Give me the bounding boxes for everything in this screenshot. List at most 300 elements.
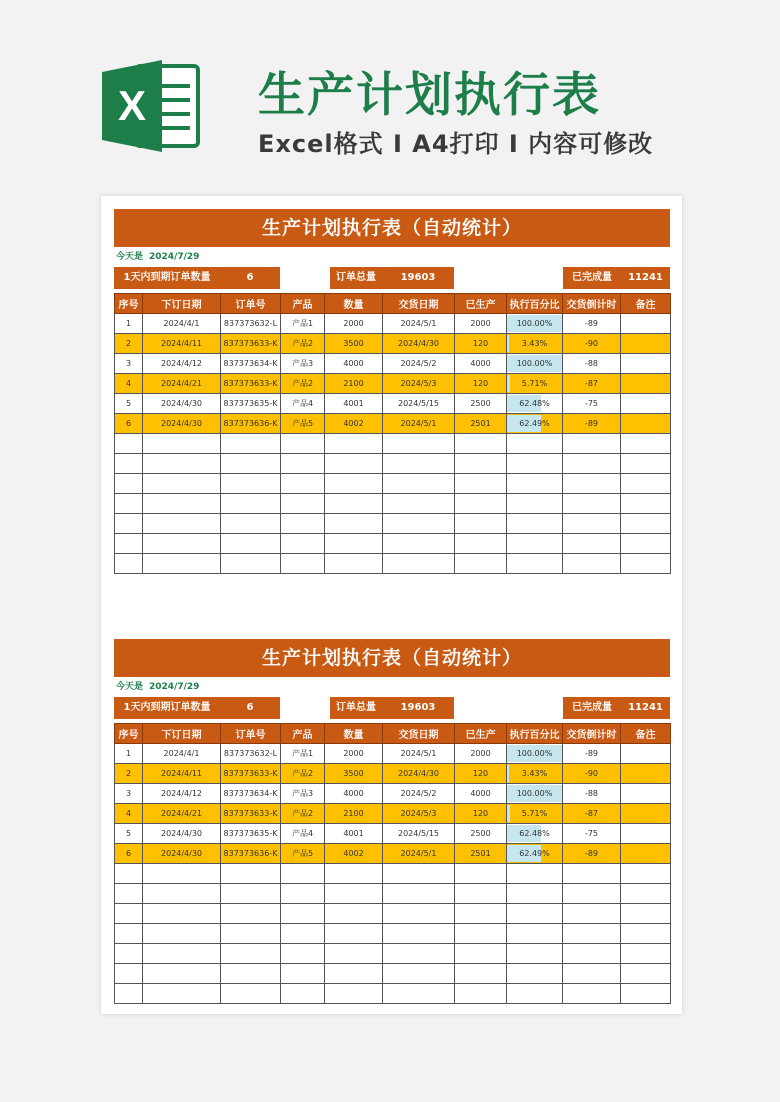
cell-note[interactable] — [621, 354, 671, 374]
cell-delivery-date[interactable] — [383, 474, 455, 494]
cell-produced[interactable]: 2500 — [455, 824, 507, 844]
cell-countdown[interactable] — [563, 944, 621, 964]
cell-percent[interactable] — [507, 924, 563, 944]
cell-percent[interactable] — [507, 554, 563, 574]
cell-delivery-date[interactable] — [383, 884, 455, 904]
cell-index[interactable]: 5 — [115, 394, 143, 414]
cell-percent[interactable] — [507, 964, 563, 984]
block-title: 生产计划执行表（自动统计） — [114, 209, 670, 247]
cell-note[interactable] — [621, 314, 671, 334]
cell-produced[interactable]: 120 — [455, 374, 507, 394]
cell-note[interactable] — [621, 534, 671, 554]
cell-order-date[interactable] — [143, 514, 221, 534]
cell-order-no[interactable]: 837373633-K — [221, 764, 281, 784]
completed-label: 已完成量 — [563, 267, 621, 289]
cell-percent[interactable] — [507, 354, 563, 374]
cell-produced[interactable] — [455, 904, 507, 924]
completed-value[interactable]: 11241 — [621, 697, 670, 719]
cell-produced[interactable]: 120 — [455, 334, 507, 354]
cell-delivery-date[interactable]: 2024/5/1 — [383, 414, 455, 434]
cell-percent[interactable] — [507, 534, 563, 554]
cell-countdown[interactable] — [563, 554, 621, 574]
cell-percent[interactable] — [507, 804, 563, 824]
cell-produced[interactable]: 120 — [455, 764, 507, 784]
cell-order-date[interactable] — [143, 984, 221, 1004]
column-header: 订单号 — [221, 724, 281, 744]
cell-percent[interactable] — [507, 494, 563, 514]
cell-quantity[interactable]: 4000 — [325, 784, 383, 804]
cell-percent[interactable] — [507, 374, 563, 394]
cell-note[interactable] — [621, 744, 671, 764]
table-row-empty — [115, 454, 671, 474]
cell-index[interactable] — [115, 494, 143, 514]
column-header: 序号 — [115, 294, 143, 314]
cell-note[interactable] — [621, 434, 671, 454]
cell-order-no[interactable]: 837373636-K — [221, 844, 281, 864]
cell-delivery-date[interactable]: 2024/5/2 — [383, 784, 455, 804]
cell-produced[interactable] — [455, 514, 507, 534]
cell-order-no[interactable]: 837373632-L — [221, 314, 281, 334]
cell-quantity[interactable] — [325, 924, 383, 944]
cell-quantity[interactable] — [325, 554, 383, 574]
cell-order-date[interactable]: 2024/4/30 — [143, 844, 221, 864]
cell-product[interactable]: 产品1 — [281, 744, 325, 764]
table-row-empty — [115, 904, 671, 924]
cell-order-date[interactable]: 2024/4/30 — [143, 394, 221, 414]
cell-quantity[interactable]: 2000 — [325, 744, 383, 764]
cell-countdown[interactable]: -90 — [563, 764, 621, 784]
cell-product[interactable] — [281, 924, 325, 944]
cell-index[interactable] — [115, 454, 143, 474]
cell-countdown[interactable]: -90 — [563, 334, 621, 354]
cell-product[interactable] — [281, 554, 325, 574]
cell-note[interactable] — [621, 764, 671, 784]
cell-order-date[interactable]: 2024/4/1 — [143, 744, 221, 764]
cell-order-no[interactable] — [221, 474, 281, 494]
percent-text: 5.71% — [521, 379, 548, 388]
cell-product[interactable] — [281, 494, 325, 514]
column-header: 序号 — [115, 724, 143, 744]
cell-delivery-date[interactable]: 2024/5/15 — [383, 824, 455, 844]
cell-order-no[interactable] — [221, 454, 281, 474]
cell-product[interactable]: 产品1 — [281, 314, 325, 334]
cell-product[interactable] — [281, 864, 325, 884]
cell-order-no[interactable] — [221, 494, 281, 514]
cell-quantity[interactable] — [325, 904, 383, 924]
due-orders-value[interactable]: 6 — [220, 267, 280, 289]
cell-order-date[interactable]: 2024/4/21 — [143, 374, 221, 394]
cell-produced[interactable] — [455, 924, 507, 944]
cell-note[interactable] — [621, 554, 671, 574]
cell-order-no[interactable] — [221, 924, 281, 944]
cell-produced[interactable] — [455, 434, 507, 454]
cell-product[interactable] — [281, 964, 325, 984]
cell-product[interactable] — [281, 944, 325, 964]
cell-quantity[interactable]: 2000 — [325, 314, 383, 334]
cell-produced[interactable] — [455, 534, 507, 554]
percent-text: 100.00% — [516, 319, 553, 328]
table-row — [115, 824, 671, 844]
cell-produced[interactable]: 4000 — [455, 354, 507, 374]
cell-index[interactable]: 1 — [115, 744, 143, 764]
cell-note[interactable] — [621, 334, 671, 354]
cell-order-no[interactable]: 837373636-K — [221, 414, 281, 434]
cell-order-date[interactable] — [143, 924, 221, 944]
cell-countdown[interactable] — [563, 454, 621, 474]
cell-index[interactable] — [115, 964, 143, 984]
cell-order-no[interactable]: 837373635-K — [221, 824, 281, 844]
cell-index[interactable]: 3 — [115, 784, 143, 804]
cell-delivery-date[interactable] — [383, 534, 455, 554]
cell-order-no[interactable] — [221, 884, 281, 904]
cell-order-no[interactable]: 837373635-K — [221, 394, 281, 414]
cell-product[interactable]: 产品3 — [281, 354, 325, 374]
cell-percent[interactable] — [507, 454, 563, 474]
cell-percent[interactable] — [507, 744, 563, 764]
cell-product[interactable] — [281, 434, 325, 454]
percent-text: 5.71% — [521, 809, 548, 818]
cell-delivery-date[interactable]: 2024/5/1 — [383, 844, 455, 864]
cell-product[interactable]: 产品5 — [281, 844, 325, 864]
cell-index[interactable] — [115, 864, 143, 884]
cell-order-no[interactable] — [221, 554, 281, 574]
cell-order-date[interactable]: 2024/4/1 — [143, 314, 221, 334]
cell-order-date[interactable] — [143, 864, 221, 884]
cell-quantity[interactable]: 4001 — [325, 824, 383, 844]
cell-product[interactable] — [281, 904, 325, 924]
cell-order-date[interactable] — [143, 964, 221, 984]
cell-index[interactable] — [115, 884, 143, 904]
cell-order-date[interactable] — [143, 534, 221, 554]
cell-note[interactable] — [621, 984, 671, 1004]
cell-delivery-date[interactable]: 2024/5/1 — [383, 744, 455, 764]
cell-note[interactable] — [621, 944, 671, 964]
sheet-paper — [101, 196, 682, 1014]
cell-order-no[interactable] — [221, 944, 281, 964]
table-row — [115, 314, 671, 334]
cell-delivery-date[interactable] — [383, 514, 455, 534]
cell-countdown[interactable] — [563, 534, 621, 554]
cell-order-no[interactable] — [221, 534, 281, 554]
cell-delivery-date[interactable] — [383, 454, 455, 474]
cell-delivery-date[interactable] — [383, 494, 455, 514]
cell-percent[interactable] — [507, 904, 563, 924]
cell-product[interactable] — [281, 984, 325, 1004]
cell-order-no[interactable] — [221, 984, 281, 1004]
cell-delivery-date[interactable] — [383, 434, 455, 454]
cell-order-date[interactable] — [143, 454, 221, 474]
cell-countdown[interactable] — [563, 474, 621, 494]
cell-countdown[interactable]: -89 — [563, 414, 621, 434]
column-header: 产品 — [281, 724, 325, 744]
cell-quantity[interactable] — [325, 944, 383, 964]
cell-note[interactable] — [621, 784, 671, 804]
cell-quantity[interactable]: 4000 — [325, 354, 383, 374]
column-header: 数量 — [325, 724, 383, 744]
cell-percent[interactable] — [507, 944, 563, 964]
cell-index[interactable] — [115, 924, 143, 944]
cell-quantity[interactable] — [325, 984, 383, 1004]
cell-product[interactable] — [281, 514, 325, 534]
cell-produced[interactable]: 2000 — [455, 314, 507, 334]
cell-percent[interactable] — [507, 864, 563, 884]
cell-countdown[interactable] — [563, 434, 621, 454]
cell-delivery-date[interactable] — [383, 984, 455, 1004]
cell-order-date[interactable] — [143, 944, 221, 964]
cell-percent[interactable] — [507, 824, 563, 844]
cell-countdown[interactable]: -75 — [563, 394, 621, 414]
cell-delivery-date[interactable]: 2024/4/30 — [383, 334, 455, 354]
cell-countdown[interactable]: -89 — [563, 744, 621, 764]
cell-countdown[interactable] — [563, 904, 621, 924]
cell-delivery-date[interactable]: 2024/5/3 — [383, 374, 455, 394]
cell-product[interactable] — [281, 474, 325, 494]
cell-order-date[interactable] — [143, 434, 221, 454]
cell-quantity[interactable]: 3500 — [325, 764, 383, 784]
cell-index[interactable]: 6 — [115, 844, 143, 864]
cell-quantity[interactable]: 3500 — [325, 334, 383, 354]
cell-note[interactable] — [621, 884, 671, 904]
cell-quantity[interactable] — [325, 454, 383, 474]
cell-product[interactable] — [281, 454, 325, 474]
cell-percent[interactable] — [507, 334, 563, 354]
cell-quantity[interactable] — [325, 884, 383, 904]
cell-quantity[interactable]: 2100 — [325, 804, 383, 824]
cell-countdown[interactable] — [563, 884, 621, 904]
cell-note[interactable] — [621, 374, 671, 394]
cell-note[interactable] — [621, 394, 671, 414]
cell-delivery-date[interactable]: 2024/5/3 — [383, 804, 455, 824]
progress-bar — [507, 375, 510, 392]
today-date: 2024/7/29 — [149, 252, 200, 262]
cell-delivery-date[interactable]: 2024/5/1 — [383, 314, 455, 334]
cell-order-no[interactable] — [221, 864, 281, 884]
cell-produced[interactable]: 2000 — [455, 744, 507, 764]
cell-countdown[interactable] — [563, 984, 621, 1004]
cell-produced[interactable]: 120 — [455, 804, 507, 824]
cell-order-no[interactable]: 837373633-K — [221, 374, 281, 394]
cell-percent[interactable] — [507, 314, 563, 334]
cell-order-date[interactable] — [143, 884, 221, 904]
cell-index[interactable]: 4 — [115, 804, 143, 824]
cell-order-no[interactable] — [221, 904, 281, 924]
cell-produced[interactable] — [455, 474, 507, 494]
cell-produced[interactable]: 2501 — [455, 844, 507, 864]
cell-order-date[interactable]: 2024/4/12 — [143, 354, 221, 374]
cell-countdown[interactable]: -88 — [563, 784, 621, 804]
cell-index[interactable]: 2 — [115, 334, 143, 354]
excel-logo-icon — [98, 58, 202, 154]
cell-note[interactable] — [621, 474, 671, 494]
cell-index[interactable] — [115, 904, 143, 924]
cell-index[interactable]: 5 — [115, 824, 143, 844]
cell-order-no[interactable] — [221, 964, 281, 984]
cell-delivery-date[interactable] — [383, 924, 455, 944]
cell-produced[interactable] — [455, 864, 507, 884]
cell-produced[interactable]: 4000 — [455, 784, 507, 804]
cell-delivery-date[interactable] — [383, 904, 455, 924]
cell-note[interactable] — [621, 494, 671, 514]
cell-order-no[interactable]: 837373634-K — [221, 354, 281, 374]
cell-delivery-date[interactable] — [383, 554, 455, 574]
due-orders-label: 1天内到期订单数量 — [114, 697, 220, 719]
cell-countdown[interactable]: -87 — [563, 374, 621, 394]
cell-order-no[interactable]: 837373633-K — [221, 804, 281, 824]
cell-quantity[interactable]: 4001 — [325, 394, 383, 414]
cell-index[interactable] — [115, 474, 143, 494]
logo-letter: X — [117, 82, 147, 129]
column-header: 下订日期 — [143, 724, 221, 744]
cell-produced[interactable]: 2500 — [455, 394, 507, 414]
cell-quantity[interactable] — [325, 514, 383, 534]
cell-product[interactable]: 产品4 — [281, 394, 325, 414]
table-row — [115, 804, 671, 824]
cell-order-no[interactable]: 837373632-L — [221, 744, 281, 764]
cell-produced[interactable] — [455, 984, 507, 1004]
cell-index[interactable]: 1 — [115, 314, 143, 334]
cell-countdown[interactable]: -89 — [563, 314, 621, 334]
cell-produced[interactable] — [455, 884, 507, 904]
cell-countdown[interactable] — [563, 964, 621, 984]
total-orders-label: 订单总量 — [330, 267, 382, 289]
cell-product[interactable]: 产品2 — [281, 764, 325, 784]
cell-produced[interactable] — [455, 454, 507, 474]
due-orders-value[interactable]: 6 — [220, 697, 280, 719]
cell-product[interactable] — [281, 884, 325, 904]
cell-index[interactable] — [115, 514, 143, 534]
cell-produced[interactable] — [455, 964, 507, 984]
cell-percent[interactable] — [507, 414, 563, 434]
cell-note[interactable] — [621, 514, 671, 534]
total-orders-value[interactable]: 19603 — [382, 697, 454, 719]
cell-order-date[interactable] — [143, 904, 221, 924]
cell-quantity[interactable]: 4002 — [325, 844, 383, 864]
percent-text: 62.49% — [519, 419, 550, 428]
plan-table-block — [114, 209, 670, 574]
column-header: 交货日期 — [383, 724, 455, 744]
cell-order-date[interactable] — [143, 554, 221, 574]
cell-percent[interactable] — [507, 764, 563, 784]
cell-product[interactable]: 产品2 — [281, 334, 325, 354]
cell-quantity[interactable] — [325, 864, 383, 884]
cell-delivery-date[interactable] — [383, 944, 455, 964]
cell-order-no[interactable] — [221, 514, 281, 534]
cell-order-date[interactable]: 2024/4/11 — [143, 334, 221, 354]
table-row — [115, 744, 671, 764]
cell-index[interactable] — [115, 554, 143, 574]
cell-delivery-date[interactable] — [383, 864, 455, 884]
cell-produced[interactable] — [455, 944, 507, 964]
cell-order-date[interactable]: 2024/4/12 — [143, 784, 221, 804]
cell-percent[interactable] — [507, 474, 563, 494]
cell-percent[interactable] — [507, 434, 563, 454]
cell-produced[interactable]: 2501 — [455, 414, 507, 434]
cell-index[interactable]: 3 — [115, 354, 143, 374]
cell-note[interactable] — [621, 844, 671, 864]
cell-product[interactable]: 产品3 — [281, 784, 325, 804]
cell-index[interactable] — [115, 534, 143, 554]
cell-note[interactable] — [621, 414, 671, 434]
cell-order-date[interactable] — [143, 474, 221, 494]
cell-index[interactable] — [115, 984, 143, 1004]
cell-countdown[interactable]: -75 — [563, 824, 621, 844]
cell-percent[interactable] — [507, 784, 563, 804]
cell-product[interactable]: 产品2 — [281, 374, 325, 394]
cell-percent[interactable] — [507, 984, 563, 1004]
cell-countdown[interactable]: -88 — [563, 354, 621, 374]
cell-order-no[interactable]: 837373634-K — [221, 784, 281, 804]
cell-order-date[interactable] — [143, 494, 221, 514]
cell-percent[interactable] — [507, 514, 563, 534]
cell-quantity[interactable]: 2100 — [325, 374, 383, 394]
cell-quantity[interactable] — [325, 474, 383, 494]
cell-delivery-date[interactable] — [383, 964, 455, 984]
cell-order-date[interactable]: 2024/4/30 — [143, 414, 221, 434]
cell-delivery-date[interactable]: 2024/4/30 — [383, 764, 455, 784]
cell-index[interactable] — [115, 944, 143, 964]
table-row-empty — [115, 554, 671, 574]
cell-countdown[interactable] — [563, 514, 621, 534]
total-orders-value[interactable]: 19603 — [382, 267, 454, 289]
stats-row — [114, 697, 670, 719]
cell-order-date[interactable]: 2024/4/30 — [143, 824, 221, 844]
cell-note[interactable] — [621, 964, 671, 984]
cell-percent[interactable] — [507, 394, 563, 414]
cell-countdown[interactable] — [563, 864, 621, 884]
cell-index[interactable]: 6 — [115, 414, 143, 434]
cell-note[interactable] — [621, 454, 671, 474]
cell-countdown[interactable] — [563, 494, 621, 514]
cell-produced[interactable] — [455, 494, 507, 514]
cell-countdown[interactable]: -87 — [563, 804, 621, 824]
cell-order-date[interactable]: 2024/4/21 — [143, 804, 221, 824]
cell-product[interactable]: 产品5 — [281, 414, 325, 434]
cell-index[interactable]: 4 — [115, 374, 143, 394]
column-header: 已生产 — [455, 294, 507, 314]
cell-percent[interactable] — [507, 884, 563, 904]
cell-delivery-date[interactable]: 2024/5/15 — [383, 394, 455, 414]
cell-note[interactable] — [621, 824, 671, 844]
percent-text: 100.00% — [516, 789, 553, 798]
cell-countdown[interactable] — [563, 924, 621, 944]
completed-value[interactable]: 11241 — [621, 267, 670, 289]
cell-order-no[interactable]: 837373633-K — [221, 334, 281, 354]
cell-product[interactable]: 产品2 — [281, 804, 325, 824]
table-row-empty — [115, 494, 671, 514]
cell-percent[interactable] — [507, 844, 563, 864]
cell-note[interactable] — [621, 804, 671, 824]
cell-order-no[interactable] — [221, 434, 281, 454]
cell-index[interactable] — [115, 434, 143, 454]
cell-product[interactable] — [281, 534, 325, 554]
cell-produced[interactable] — [455, 554, 507, 574]
cell-delivery-date[interactable]: 2024/5/2 — [383, 354, 455, 374]
cell-note[interactable] — [621, 864, 671, 884]
cell-quantity[interactable] — [325, 964, 383, 984]
percent-text: 3.43% — [521, 769, 548, 778]
cell-countdown[interactable]: -89 — [563, 844, 621, 864]
cell-quantity[interactable] — [325, 494, 383, 514]
cell-product[interactable]: 产品4 — [281, 824, 325, 844]
cell-quantity[interactable]: 4002 — [325, 414, 383, 434]
cell-note[interactable] — [621, 904, 671, 924]
cell-order-date[interactable]: 2024/4/11 — [143, 764, 221, 784]
cell-note[interactable] — [621, 924, 671, 944]
cell-quantity[interactable] — [325, 434, 383, 454]
cell-quantity[interactable] — [325, 534, 383, 554]
table-header-row — [115, 724, 671, 744]
cell-index[interactable]: 2 — [115, 764, 143, 784]
